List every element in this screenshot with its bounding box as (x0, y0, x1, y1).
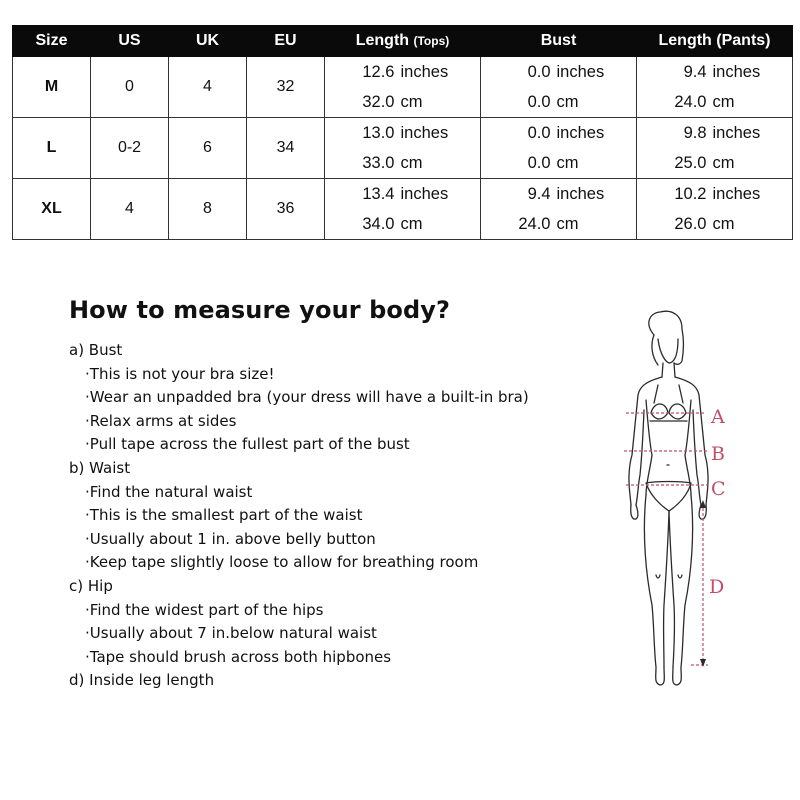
measure-value: 13.0 (362, 124, 395, 142)
measure-unit: inches (556, 185, 605, 203)
measure-value: 25.0 (674, 154, 707, 172)
cell-uk: 6 (169, 118, 247, 179)
header-length-pants: Length (Pants) (637, 26, 793, 57)
body-outline (629, 311, 708, 685)
cell-uk: 4 (169, 57, 247, 118)
measure-value: 32.0 (362, 93, 395, 111)
measure-line (637, 87, 792, 117)
cell-eu: 32 (247, 57, 325, 118)
measure-line (637, 179, 792, 209)
cell-length-pants (637, 118, 793, 179)
measurement-guides (624, 413, 708, 665)
measure-line (481, 118, 636, 148)
cell-size: L (13, 118, 91, 179)
label-c: C (711, 478, 726, 500)
measure-unit: inches (712, 63, 761, 81)
header-length-tops (325, 26, 481, 57)
cell-us: 0 (91, 57, 169, 118)
cell-us: 0-2 (91, 118, 169, 179)
measure-unit: inches (400, 124, 449, 142)
measure-line (325, 148, 480, 178)
guide-item: · Usually about 7 in.below natural waist (69, 622, 589, 646)
body-measurement-figure (596, 305, 746, 700)
arrow-down-icon (700, 659, 706, 667)
cell-bust (481, 57, 637, 118)
cell-length-pants (637, 179, 793, 240)
measure-unit: cm (712, 215, 735, 233)
measure-line (481, 87, 636, 117)
measure-line (637, 148, 792, 178)
measure-line (637, 118, 792, 148)
guide-section-title: a) Bust (69, 341, 123, 359)
measure-unit: cm (556, 215, 579, 233)
measure-unit: inches (712, 124, 761, 142)
measure-guide (69, 339, 589, 693)
measure-unit: cm (400, 93, 423, 111)
measure-line (325, 87, 480, 117)
cell-size: M (13, 57, 91, 118)
measure-unit: cm (556, 154, 579, 172)
cell-length-tops (325, 179, 481, 240)
guide-item: · This is not your bra size! (69, 363, 589, 387)
size-row-m (13, 57, 793, 118)
header-uk: UK (169, 26, 247, 57)
label-b: B (711, 443, 725, 465)
guide-section-title: c) Hip (69, 576, 113, 595)
size-chart-table (12, 25, 793, 240)
cell-length-pants (637, 57, 793, 118)
measure-value: 9.8 (683, 124, 707, 142)
guide-item: · Keep tape slightly loose to allow for breathing room (69, 551, 589, 575)
measure-value: 26.0 (674, 215, 707, 233)
label-d: D (709, 576, 725, 598)
measure-line (481, 148, 636, 178)
measure-unit: cm (712, 154, 735, 172)
measure-value: 12.6 (362, 63, 395, 81)
size-row-xl (13, 179, 793, 240)
measure-line (325, 57, 480, 87)
guide-item: · Tape should brush across both hipbones (69, 646, 589, 670)
measure-line (637, 57, 792, 87)
guide-item: · Pull tape across the fullest part of the bust (69, 433, 589, 457)
measure-value: 10.2 (674, 185, 707, 203)
guide-item: · Find the natural waist (69, 481, 589, 505)
measure-unit: inches (556, 63, 605, 81)
cell-eu: 34 (247, 118, 325, 179)
header-us: US (91, 26, 169, 57)
guide-item: · Find the widest part of the hips (69, 599, 589, 623)
header-bust: Bust (481, 26, 637, 57)
guide-item: · This is the smallest part of the waist (69, 504, 589, 528)
measure-value: 34.0 (362, 215, 395, 233)
cell-uk: 8 (169, 179, 247, 240)
cell-bust (481, 179, 637, 240)
cell-length-tops (325, 57, 481, 118)
measure-value: 0.0 (527, 124, 551, 142)
size-row-l (13, 118, 793, 179)
measure-value: 0.0 (527, 154, 551, 172)
measure-value: 0.0 (527, 93, 551, 111)
measure-line (325, 118, 480, 148)
guide-section-title: b) Waist (69, 458, 131, 477)
measure-unit: inches (400, 185, 449, 203)
guide-section-title: d) Inside leg length (69, 671, 215, 690)
cell-length-tops (325, 118, 481, 179)
measure-line (325, 209, 480, 239)
measure-value: 9.4 (683, 63, 707, 81)
label-a: A (711, 406, 725, 428)
measure-line (481, 179, 636, 209)
measure-line (481, 57, 636, 87)
measure-value: 0.0 (527, 63, 551, 81)
cell-us: 4 (91, 179, 169, 240)
guide-title: How to measure your body? (69, 296, 451, 324)
header-length-tops-sub: (Tops) (413, 34, 450, 48)
header-size: Size (13, 26, 91, 57)
measure-unit: cm (400, 154, 423, 172)
measure-value: 24.0 (518, 215, 551, 233)
measure-line (481, 209, 636, 239)
cell-size: XL (13, 179, 91, 240)
header-length-tops-label: Length (355, 32, 410, 49)
cell-eu: 36 (247, 179, 325, 240)
measure-value: 24.0 (674, 93, 707, 111)
measure-unit: cm (400, 215, 423, 233)
guide-item: · Usually about 1 in. above belly button (69, 528, 589, 552)
guide-item: · Relax arms at sides (69, 410, 589, 434)
measure-line (637, 209, 792, 239)
measure-unit: cm (556, 93, 579, 111)
header-eu: EU (247, 26, 325, 57)
size-chart-header-row (13, 26, 793, 57)
measure-unit: inches (712, 185, 761, 203)
guide-item: · Wear an unpadded bra (your dress will have a built-in bra) (69, 386, 589, 410)
measure-value: 13.4 (362, 185, 395, 203)
measure-unit: inches (556, 124, 605, 142)
measure-value: 9.4 (527, 185, 551, 203)
measure-unit: cm (712, 93, 735, 111)
measure-line (325, 179, 480, 209)
measure-value: 33.0 (362, 154, 395, 172)
measure-unit: inches (400, 63, 449, 81)
cell-bust (481, 118, 637, 179)
